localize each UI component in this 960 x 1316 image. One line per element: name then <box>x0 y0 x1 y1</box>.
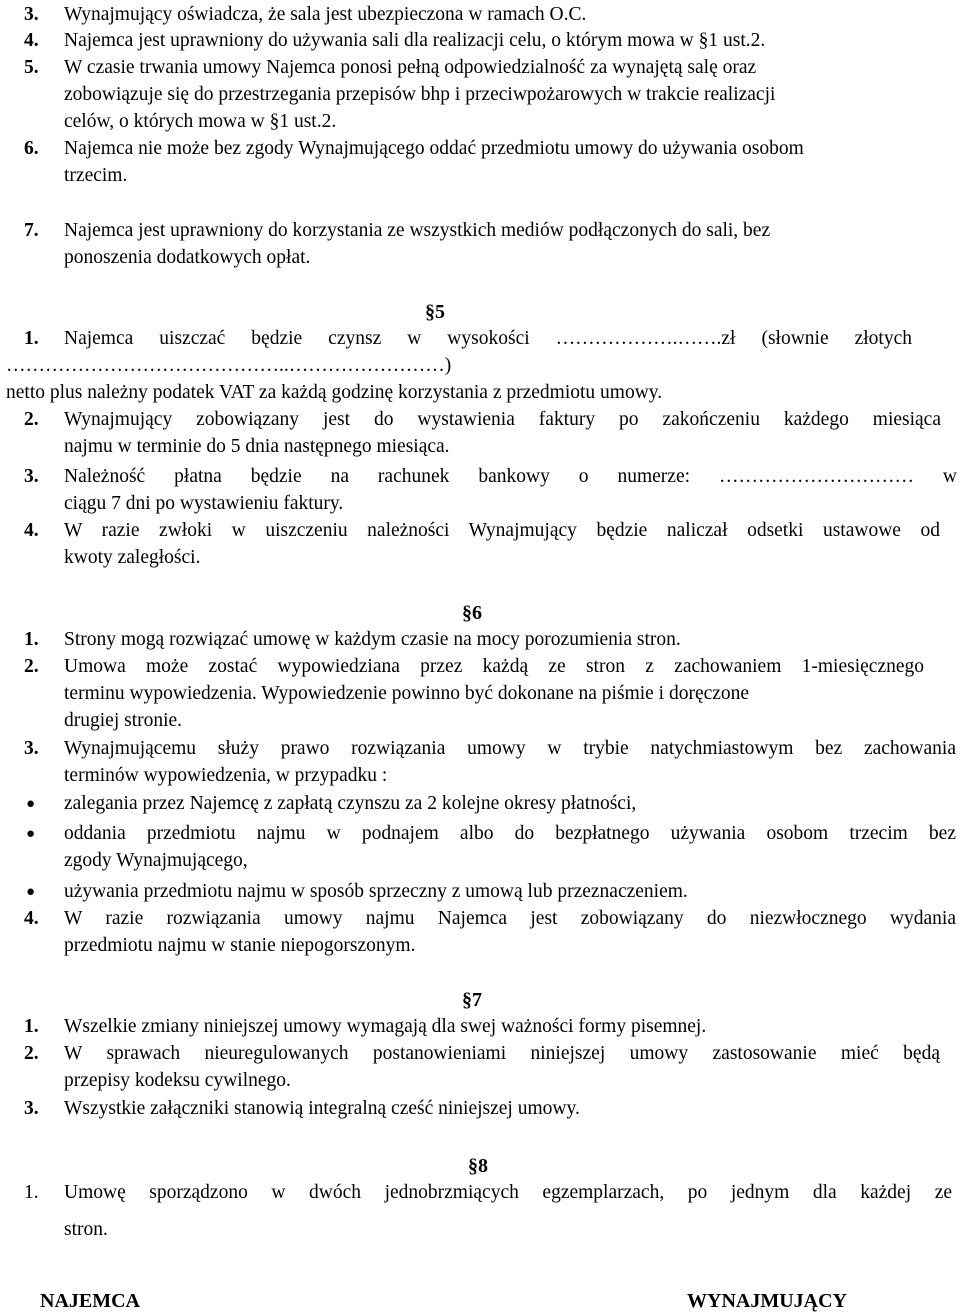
item-text: Najemca jest uprawniony do używania sali dla realizacji celu, o którym mowa w §1 ust.2. <box>64 30 766 51</box>
item-number: 5. <box>24 57 39 78</box>
item-text: Wynajmujący zobowiązany jest do wystawienia faktury po zakończeniu każdego miesiąca <box>64 409 941 430</box>
item-text: przedmiotu najmu w stanie niepogorszonym. <box>64 935 416 956</box>
item-text: terminów wypowiedzenia, w przypadku : <box>64 765 388 786</box>
item-text: W czasie trwania umowy Najemca ponosi pełną odpowiedzialność za wynajętą salę oraz <box>64 57 757 78</box>
item-number: 3. <box>24 1098 39 1119</box>
item-number: 3. <box>24 4 39 25</box>
item-text: kwoty zaległości. <box>64 547 201 568</box>
item-number: 4. <box>24 520 39 541</box>
item-text: Wynajmującemu służy prawo rozwiązania umowy w trybie natychmiastowym bez zachowania <box>64 738 956 759</box>
item-text: Najemca nie może bez zgody Wynajmującego oddać przedmiotu umowy do używania osobom <box>64 138 804 159</box>
bullet-icon: ● <box>26 884 36 900</box>
item-number: 2. <box>24 656 39 677</box>
item-text: drugiej stronie. <box>64 710 183 731</box>
section-heading-7: §7 <box>462 989 482 1011</box>
item-text: Wszelkie zmiany niniejszej umowy wymagają dla swej ważności formy pisemnej. <box>64 1016 707 1037</box>
item-number: 3. <box>24 738 39 759</box>
item-number: 4. <box>24 30 39 51</box>
item-number: 1. <box>24 1016 39 1037</box>
item-text: najmu w terminie do 5 dnia następnego miesiąca. <box>64 436 450 457</box>
item-text: Umowa może zostać wypowiedziana przez każdą ze stron z zachowaniem 1-miesięcznego <box>64 656 924 677</box>
bullet-text: zgody Wynajmującego, <box>64 850 248 871</box>
item-text: Umowę sporządzono w dwóch jednobrzmiących egzemplarzach, po jednym dla każdej ze <box>64 1182 952 1203</box>
item-text: Najemca jest uprawniony do korzystania ze wszystkich mediów podłączonych do sali, bez <box>64 220 771 241</box>
item-text: W razie rozwiązania umowy najmu Najemca jest zobowiązany do niezwłocznego wydania <box>64 908 956 929</box>
bullet-icon: ● <box>26 826 36 842</box>
section-heading-5: §5 <box>425 301 445 323</box>
bullet-text: używania przedmiotu najmu w sposób sprzeczny z umową lub przeznaczeniem. <box>64 881 688 902</box>
item-text: W sprawach nieuregulowanych postanowieniami niniejszej umowy zastosowanie mieć będą <box>64 1043 940 1064</box>
item-number: 2. <box>24 409 39 430</box>
item-number: 3. <box>24 466 39 487</box>
item-text: netto plus należny podatek VAT za każdą godzinę korzystania z przedmiotu umowy. <box>6 382 663 403</box>
item-text: Należność płatna będzie na rachunek bankowy o numerze: ………………………… w <box>64 466 957 487</box>
section-heading-6: §6 <box>462 602 482 624</box>
item-text: trzecim. <box>64 165 128 186</box>
signature-najemca: NAJEMCA <box>40 1290 140 1312</box>
item-text: ciągu 7 dni po wystawieniu faktury. <box>64 493 344 514</box>
item-text: terminu wypowiedzenia. Wypowiedzenie powinno być dokonane na piśmie i doręczone <box>64 683 750 704</box>
item-text: zobowiązuje się do przestrzegania przepisów bhp i przeciwpożarowych w trakcie realizacji <box>64 84 776 105</box>
item-number: 1. <box>24 1182 39 1203</box>
item-number: 1. <box>24 328 39 349</box>
item-number: 1. <box>24 629 39 650</box>
item-text: przepisy kodeksu cywilnego. <box>64 1070 291 1091</box>
item-number: 4. <box>24 908 39 929</box>
item-text: W razie zwłoki w uiszczeniu należności Wynajmujący będzie naliczał odsetki ustawowe od <box>64 520 940 541</box>
item-text: celów, o których mowa w §1 ust.2. <box>64 111 337 132</box>
dotted-fill-line: ……………………………………..……………………) <box>6 355 452 376</box>
bullet-text: oddania przedmiotu najmu w podnajem albo do bezpłatnego używania osobom trzecim bez <box>64 823 956 844</box>
signature-wynajmujacy: WYNAJMUJĄCY <box>687 1290 847 1312</box>
item-text: Strony mogą rozwiązać umowę w każdym czasie na mocy porozumienia stron. <box>64 629 681 650</box>
item-text: Wszystkie załączniki stanowią integralną cześć niniejszej umowy. <box>64 1098 580 1119</box>
section-heading-8: §8 <box>468 1155 488 1177</box>
item-text: Wynajmujący oświadcza, że sala jest ubezpieczona w ramach O.C. <box>64 4 587 25</box>
item-text: Najemca uiszczać będzie czynsz w wysokości ……………….…….zł (słownie złotych <box>64 328 912 349</box>
item-number: 2. <box>24 1043 39 1064</box>
item-number: 7. <box>24 220 39 241</box>
item-number: 6. <box>24 138 39 159</box>
item-text: stron. <box>64 1219 108 1240</box>
item-text: ponoszenia dodatkowych opłat. <box>64 247 311 268</box>
bullet-text: zalegania przez Najemcę z zapłatą czynszu za 2 kolejne okresy płatności, <box>64 793 637 814</box>
bullet-icon: ● <box>26 796 36 812</box>
